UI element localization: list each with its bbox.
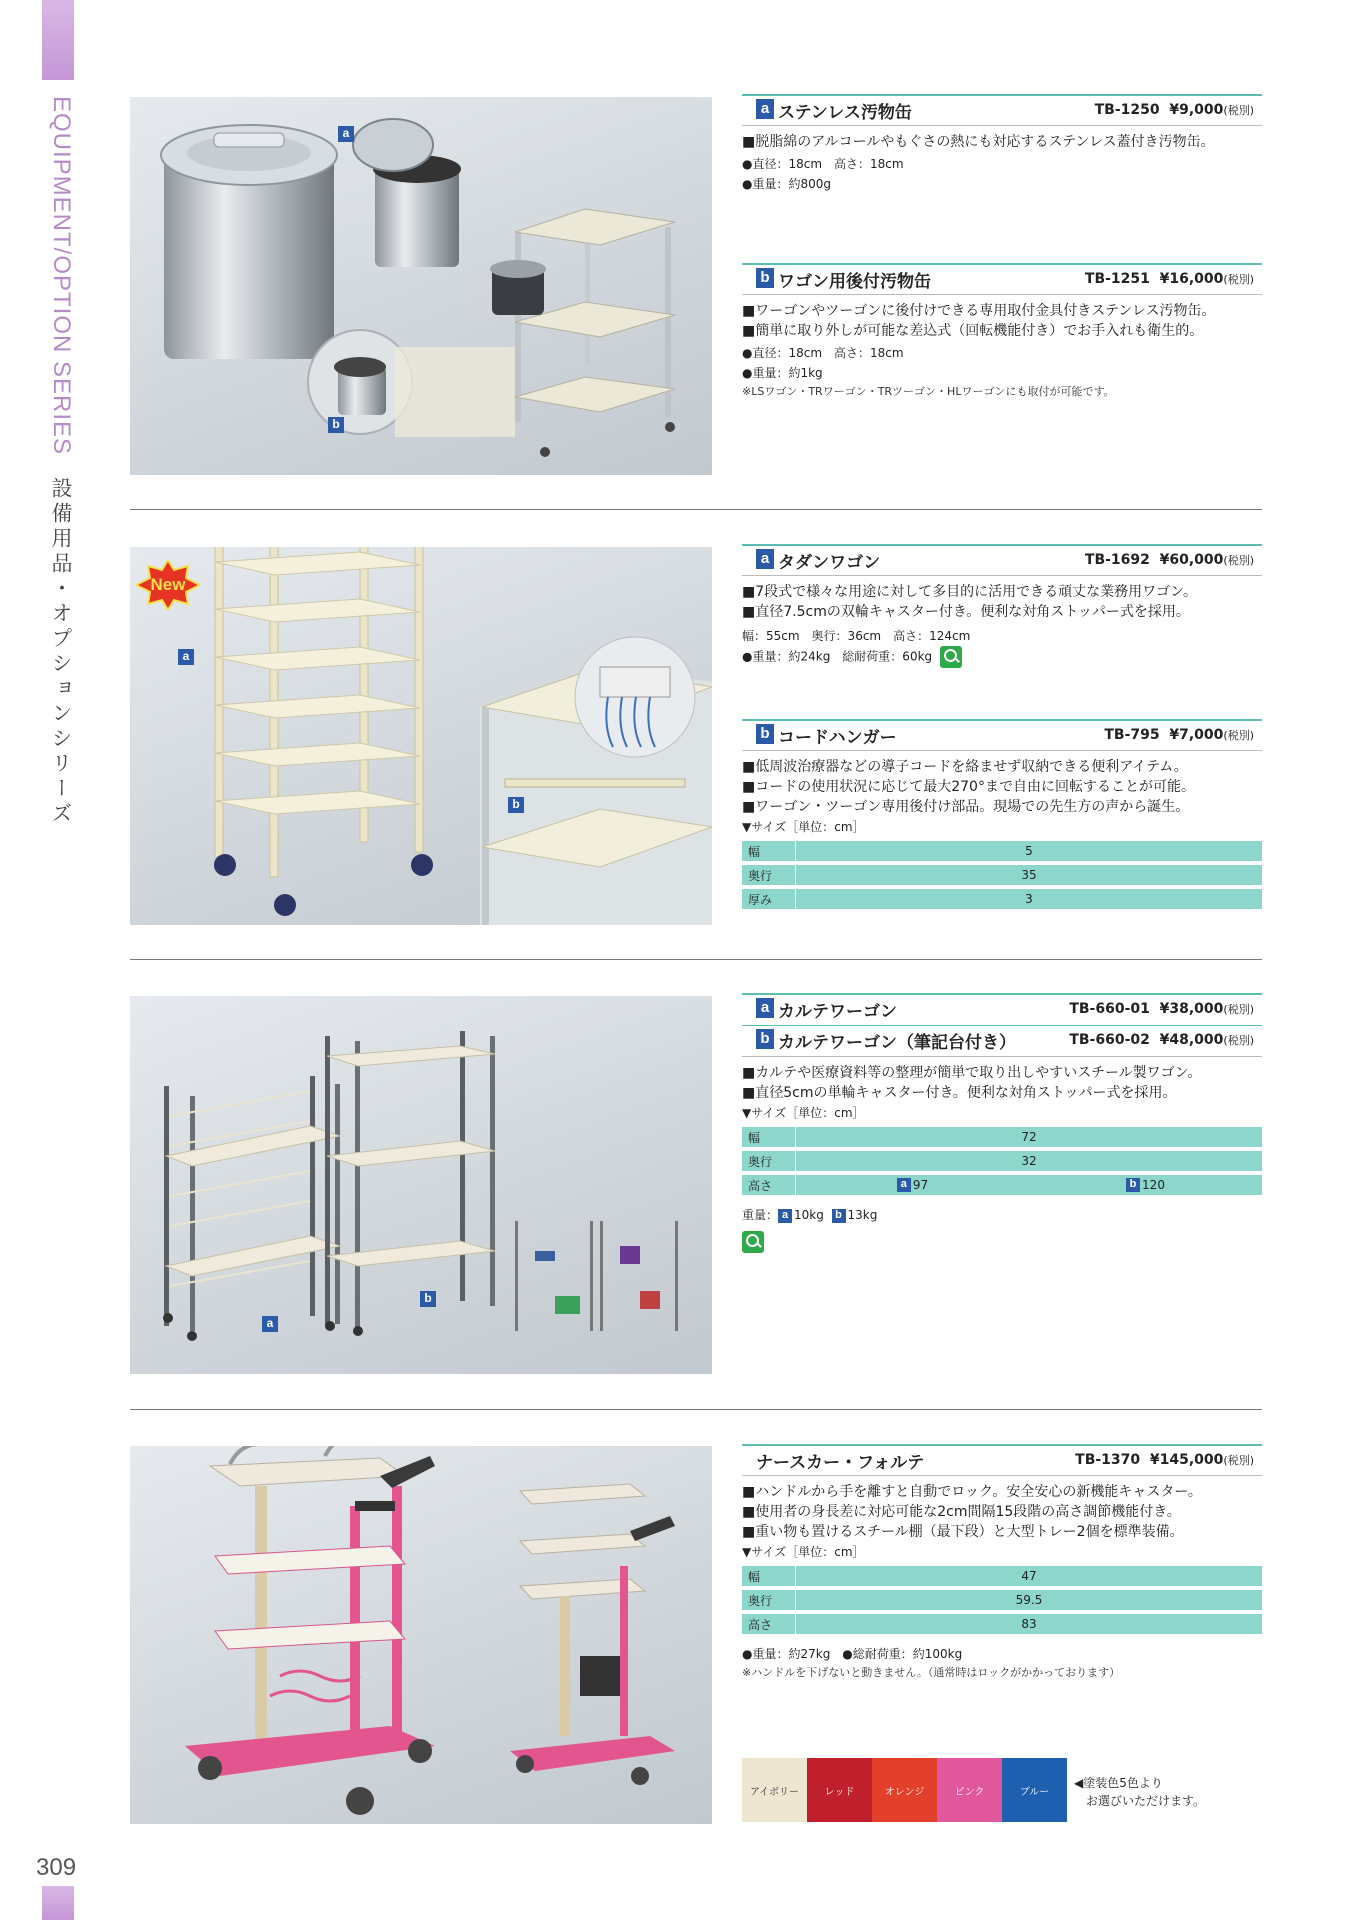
weight-a: 10kg [794,1208,824,1222]
description-line: ■7段式で様々な用途に対して多目的に活用できる頑丈な業務用ワゴン。 [742,584,1198,600]
spec-block-wagon-can [742,263,1262,401]
spec-line [742,646,1262,668]
size-value-a [796,1175,1029,1195]
price-value: ¥60,000 [1159,552,1224,568]
size-value: 35 [796,865,1262,885]
size-value: 59.5 [796,1590,1262,1610]
price-value: ¥7,000 [1169,727,1224,743]
photo-label-b: b [508,797,524,813]
spec-line: ●重量：約1kg [742,366,823,380]
size-value: 32 [796,1151,1262,1171]
size-value: 5 [796,841,1262,861]
table-row [742,889,1262,909]
price-value: ¥48,000 [1159,1032,1224,1048]
tax-note: (税別) [1223,729,1254,742]
size-label: 幅 [742,1566,796,1586]
tax-note: (税別) [1223,1003,1254,1016]
height-a: 97 [912,1177,929,1192]
photo-tadan-wagon [130,547,712,925]
product-title-row [742,1444,1262,1476]
size-value-b [1029,1175,1262,1195]
photo-label-a: a [178,649,194,665]
product-name: コードハンガー [778,728,897,748]
spec-line: ●重量：約27kg ●総耐荷重：約100kg [742,1647,963,1661]
product-label-b: b [756,724,774,744]
price-value: ¥16,000 [1159,271,1224,287]
color-swatch[interactable] [872,1758,937,1822]
size-table [742,837,1262,913]
spec-block-cord-hanger [742,719,1262,913]
table-row [742,1151,1262,1171]
weight-label: 重量： [742,1208,779,1222]
size-value: 83 [796,1614,1262,1634]
product-name: カルテワーゴン [778,1002,897,1022]
size-label: 奥行 [742,865,796,885]
description-line: ■カルテや医療資料等の整理が簡単で取り出しやすいスチール製ワゴン。 [742,1065,1202,1081]
table-row [742,865,1262,885]
color-name: アイボリー [749,1786,800,1798]
color-swatches [742,1758,1067,1822]
series-label-ja: 設備用品・オプションシリーズ [49,476,73,827]
spec-block-stainless [742,94,1262,194]
color-swatch[interactable] [807,1758,872,1822]
description-line: ■ハンドルから手を離すと自動でロック。安全安心の新機能キャスター。 [742,1484,1202,1500]
color-name: ブルー [1019,1786,1050,1798]
size-value: 72 [796,1127,1262,1147]
product-price [1095,102,1254,118]
description-line: ■直径5cmの単輪キャスター付き。便利な対角ストッパー式を採用。 [742,1085,1177,1101]
product-name: ステンレス汚物缶 [778,103,912,123]
product-name: ワゴン用後付汚物缶 [778,272,931,292]
product-title-row [742,263,1262,295]
size-value: 3 [796,889,1262,909]
series-label [42,96,76,827]
color-note-line: ◀塗装色5色より [1074,1776,1163,1790]
new-badge: New [150,575,186,594]
product-price [1085,552,1254,568]
size-table [742,1123,1262,1199]
spec-block-nurse-car [742,1444,1262,1682]
product-label-b: b [756,268,774,288]
description-line: ■ワーゴンやツーゴンに後付けできる専用取付金具付きステンレス汚物缶。 [742,303,1216,319]
size-label: 奥行 [742,1151,796,1171]
size-label: 幅 [742,1127,796,1147]
product-title-row [742,993,1262,1025]
spec-line: ●重量：約800g [742,177,831,191]
product-title-row [742,1025,1262,1057]
product-price [1075,1452,1254,1468]
spec-weight: ●重量：約24kg 総耐荷重：60kg [742,649,933,664]
product-name: タダンワゴン [778,553,881,573]
product-code: TB-1250 [1094,102,1160,118]
table-row [742,841,1262,861]
color-swatch[interactable] [1002,1758,1067,1822]
product-price [1069,1001,1254,1017]
section-divider [130,959,1262,960]
product-code: TB-795 [1104,727,1160,743]
table-row [742,1614,1262,1634]
size-table [742,1562,1262,1638]
table-row [742,1127,1262,1147]
size-caption: ▼サイズ［単位：cm］ [742,1106,865,1120]
color-swatch[interactable] [742,1758,807,1822]
spec-block-karte [742,993,1262,1253]
size-value: 47 [796,1566,1262,1586]
description-line: ■ワーゴン・ツーゴン専用後付け部品。現場での先生方の声から誕生。 [742,799,1190,815]
photo-nurse-car [130,1446,712,1824]
size-label: 奥行 [742,1590,796,1610]
product-price [1069,1032,1254,1048]
description-line: ■直径7.5cmの双輪キャスター付き。便利な対角ストッパー式を採用。 [742,604,1190,620]
mini-label-b: b [832,1209,846,1223]
price-value: ¥145,000 [1149,1452,1224,1468]
description-line: ■コードの使用状況に応じて最大270°まで自由に回転することが可能。 [742,779,1195,795]
size-caption: ▼サイズ［単位：cm］ [742,820,865,834]
page-number: 309 [36,1854,77,1881]
section-divider [130,509,1262,510]
size-label: 高さ [742,1175,796,1195]
note-line: ※ハンドルを下げないと動きません。（通常時はロックがかかっております） [742,1666,1121,1679]
size-caption: ▼サイズ［単位：cm］ [742,1545,865,1559]
color-note [1074,1774,1205,1810]
product-label-b: b [756,1029,774,1049]
product-title-row [742,94,1262,126]
product-code: TB-660-01 [1069,1001,1150,1017]
photo-label-b: b [420,1291,436,1307]
mini-label-a: a [897,1178,911,1192]
photo-label-b: b [328,417,344,433]
spec-line: ●直径：18cm 高さ：18cm [742,157,904,171]
tax-note: (税別) [1223,104,1254,117]
note-line: ※LSワゴン・TRワーゴン・TRツーゴン・HLワーゴンにも取付が可能です。 [742,385,1115,398]
description-line: ■使用者の身長差に対応可能な2cm間隔15段階の高さ調節機能付き。 [742,1504,1181,1520]
color-name: ピンク [954,1786,985,1798]
product-name: カルテワーゴン（筆記台付き） [778,1033,1016,1053]
price-value: ¥9,000 [1169,102,1224,118]
tax-note: (税別) [1223,1454,1254,1467]
product-price [1085,271,1254,287]
product-title-row [742,719,1262,751]
table-row [742,1566,1262,1586]
section-divider [130,1409,1262,1410]
mini-label-a: a [778,1209,792,1223]
photo-label-a: a [338,126,354,142]
spec-block-tadan [742,544,1262,668]
sidebar-band-top [42,0,74,80]
product-price [1104,727,1254,743]
description-line: ■脱脂綿のアルコールやもぐさの熱にも対応するステンレス蓋付き汚物缶。 [742,134,1215,150]
product-code: TB-1692 [1084,552,1150,568]
tax-note: (税別) [1223,1034,1254,1047]
product-code: TB-660-02 [1069,1032,1150,1048]
product-title-row [742,544,1262,576]
mini-label-b: b [1126,1178,1140,1192]
size-label: 幅 [742,841,796,861]
product-label-a: a [756,99,774,119]
color-swatch[interactable] [937,1758,1002,1822]
size-label: 厚み [742,889,796,909]
color-name: オレンジ [884,1786,925,1798]
weight-b: 13kg [847,1208,878,1222]
description-line: ■低周波治療器などの導子コードを絡ませず収納できる便利アイテム。 [742,759,1188,775]
product-code: TB-1370 [1075,1452,1141,1468]
price-value: ¥38,000 [1159,1001,1224,1017]
color-name: レッド [824,1786,855,1798]
sidebar-band-bottom [42,1886,74,1920]
description-line: ■重い物も置けるスチール棚（最下段）と大型トレー2個を標準装備。 [742,1524,1184,1540]
table-row [742,1590,1262,1610]
spec-line: ●直径：18cm 高さ：18cm [742,346,904,360]
product-name: ナースカー・フォルテ [756,1453,925,1473]
color-note-line: お選びいただけます。 [1074,1794,1206,1808]
tax-note: (税別) [1223,273,1254,286]
product-code: TB-1251 [1084,271,1150,287]
tax-note: (税別) [1223,554,1254,567]
table-row [742,1175,1262,1195]
height-b: 120 [1142,1177,1165,1192]
weight-line [742,1205,1262,1225]
photo-karte-wagon [130,996,712,1374]
size-label: 高さ [742,1614,796,1634]
spec-line: 幅：55cm 奥行：36cm 高さ：124cm [742,629,971,643]
product-label-a: a [756,549,774,569]
series-label-en: EQUIPMENT/OPTION SERIES [48,96,75,456]
product-label-a: a [756,998,774,1018]
search-icon[interactable] [742,1231,764,1253]
description-line: ■簡単に取り外しが可能な差込式（回転機能付き）でお手入れも衛生的。 [742,323,1204,339]
photo-label-a: a [262,1316,278,1332]
search-icon[interactable] [940,646,962,668]
photo-stainless-cans [130,97,712,475]
